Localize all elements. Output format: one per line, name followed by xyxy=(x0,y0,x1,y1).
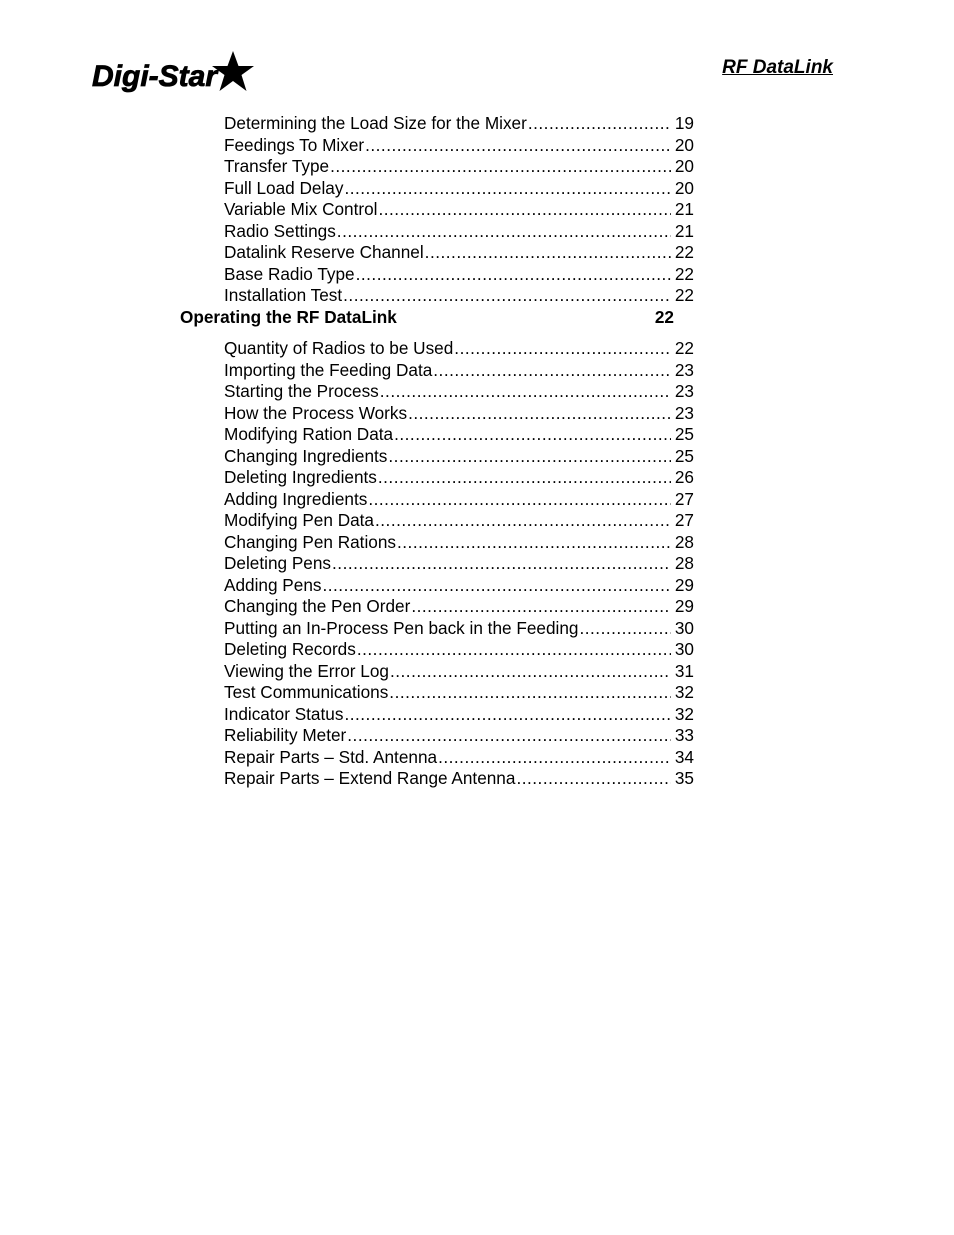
star-icon xyxy=(212,51,254,91)
toc-dot-leader xyxy=(425,241,671,263)
toc-entry-page-number: 25 xyxy=(674,445,694,466)
toc-dot-leader xyxy=(357,638,671,660)
toc-dot-leader xyxy=(433,359,671,381)
toc-entry-label: Datalink Reserve Channel xyxy=(224,242,424,262)
toc-dot-leader xyxy=(343,284,671,306)
toc-entry-page-number: 22 xyxy=(674,285,694,305)
toc-dot-leader xyxy=(438,746,671,768)
toc-dot-leader xyxy=(378,198,671,220)
toc-dot-leader xyxy=(347,724,671,746)
toc-entry[interactable] xyxy=(224,423,694,445)
toc-dot-leader xyxy=(337,220,671,242)
toc-entry-label: Radio Settings xyxy=(224,220,336,241)
toc-entry[interactable] xyxy=(224,284,694,306)
toc-entry[interactable] xyxy=(224,220,694,242)
toc-entry-page-number: 22 xyxy=(674,263,694,284)
toc-entry-label: Adding Pens xyxy=(224,574,322,595)
toc-entry[interactable] xyxy=(224,681,694,703)
toc-entry-page-number: 25 xyxy=(674,424,694,444)
toc-entry-label: Installation Test xyxy=(224,285,343,305)
toc-entry-label: Test Communications xyxy=(224,682,389,702)
toc-entry-label: Indicator Status xyxy=(224,703,344,724)
toc-dot-leader xyxy=(516,767,671,789)
toc-entry-page-number: 21 xyxy=(674,199,694,219)
toc-entry-label: Adding Ingredients xyxy=(224,488,368,509)
toc-dot-leader xyxy=(322,574,671,596)
toc-entry-label: Changing Pen Rations xyxy=(224,531,396,552)
toc-entry[interactable] xyxy=(224,466,694,488)
toc-entry-page-number: 28 xyxy=(674,553,694,573)
toc-entry-label: Starting the Process xyxy=(224,381,379,401)
logo-wordmark: Digi-Star xyxy=(92,60,218,93)
toc-dot-leader xyxy=(365,134,671,156)
toc-dot-leader xyxy=(454,337,671,359)
toc-dot-leader xyxy=(375,509,671,531)
toc-entry[interactable] xyxy=(224,134,694,156)
toc-dot-leader xyxy=(378,466,671,488)
toc-entry[interactable] xyxy=(224,552,694,574)
toc-entry-page-number: 32 xyxy=(674,703,694,724)
toc-entry-page-number: 23 xyxy=(674,359,694,380)
toc-entry-label: Deleting Pens xyxy=(224,553,332,573)
toc-entry-page-number: 29 xyxy=(674,574,694,595)
toc-dot-leader xyxy=(528,112,671,134)
toc-entry-label: How the Process Works xyxy=(224,402,408,423)
toc-entry-page-number: 27 xyxy=(674,510,694,530)
toc-entry-label: Deleting Records xyxy=(224,639,356,659)
toc-dot-leader xyxy=(368,488,671,510)
toc-entry-page-number: 21 xyxy=(674,220,694,241)
toc-entry-label: Base Radio Type xyxy=(224,263,355,284)
toc-entry[interactable] xyxy=(224,241,694,263)
toc-entry-page-number: 32 xyxy=(674,682,694,702)
toc-entry-page-number: 34 xyxy=(674,746,694,767)
toc-entry-page-number: 33 xyxy=(674,725,694,745)
toc-entry-page-number: 35 xyxy=(674,768,694,788)
toc-section-heading-label: Operating the RF DataLink xyxy=(180,307,397,327)
toc-entry[interactable] xyxy=(224,509,694,531)
digi-star-logo xyxy=(90,50,255,94)
toc-entry[interactable] xyxy=(224,488,694,510)
toc-entry-page-number: 20 xyxy=(674,134,694,155)
toc-dot-leader xyxy=(380,380,671,402)
toc-dot-leader xyxy=(390,660,671,682)
toc-entry[interactable] xyxy=(224,198,694,220)
toc-entry[interactable] xyxy=(224,402,694,424)
toc-entry-page-number: 20 xyxy=(674,177,694,198)
toc-dot-leader xyxy=(397,531,671,553)
toc-entry-label: Deleting Ingredients xyxy=(224,467,377,487)
toc-entry[interactable] xyxy=(224,359,694,381)
toc-entry[interactable] xyxy=(224,724,694,746)
toc-entry-page-number: 20 xyxy=(674,156,694,176)
toc-entry-page-number: 29 xyxy=(674,596,694,616)
toc-entry-label: Full Load Delay xyxy=(224,177,344,198)
toc-entry-label: Repair Parts – Std. Antenna xyxy=(224,746,438,767)
toc-dot-leader xyxy=(356,263,671,285)
toc-entry[interactable] xyxy=(224,574,694,596)
toc-dot-leader xyxy=(408,402,671,424)
toc-section-heading[interactable] xyxy=(180,306,674,328)
toc-entry[interactable] xyxy=(224,337,694,359)
toc-entry-label: Putting an In-Process Pen back in the Feeding xyxy=(224,617,579,638)
toc-entry-label: Importing the Feeding Data xyxy=(224,359,433,380)
toc-entry-label: Reliability Meter xyxy=(224,725,347,745)
toc-entry-label: Determining the Load Size for the Mixer xyxy=(224,113,527,133)
toc-entry-label: Quantity of Radios to be Used xyxy=(224,338,454,358)
toc-entry-label: Changing Ingredients xyxy=(224,445,388,466)
toc-entry[interactable] xyxy=(224,595,694,617)
toc-entry[interactable] xyxy=(224,617,694,639)
toc-dot-leader xyxy=(344,177,671,199)
toc-entry-label: Viewing the Error Log xyxy=(224,660,389,681)
toc-entry-page-number: 27 xyxy=(674,488,694,509)
toc-entry-label: Modifying Ration Data xyxy=(224,424,394,444)
toc-entry[interactable] xyxy=(224,155,694,177)
toc-dot-leader xyxy=(330,155,671,177)
toc-entry[interactable] xyxy=(224,177,694,199)
toc-entry-page-number: 23 xyxy=(674,402,694,423)
toc-entry-label: Variable Mix Control xyxy=(224,199,378,219)
toc-dot-leader xyxy=(344,703,671,725)
toc-entry[interactable] xyxy=(224,263,694,285)
toc-dot-leader xyxy=(389,681,671,703)
toc-entry-label: Modifying Pen Data xyxy=(224,510,374,530)
toc-entry-page-number: 22 xyxy=(674,338,694,358)
toc-entry[interactable] xyxy=(224,531,694,553)
toc-entry-label: Repair Parts – Extend Range Antenna xyxy=(224,768,516,788)
toc-dot-leader xyxy=(388,445,671,467)
toc-entry[interactable] xyxy=(224,638,694,660)
toc-entry[interactable] xyxy=(224,380,694,402)
toc-dot-leader xyxy=(411,595,671,617)
toc-entry[interactable] xyxy=(224,445,694,467)
toc-section-heading-page-number: 22 xyxy=(654,307,674,327)
toc-entry-label: Transfer Type xyxy=(224,156,330,176)
toc-entry-label: Changing the Pen Order xyxy=(224,596,411,616)
toc-entry-page-number: 30 xyxy=(674,639,694,659)
toc-entry-page-number: 31 xyxy=(674,660,694,681)
toc-entry-page-number: 28 xyxy=(674,531,694,552)
toc-entry-page-number: 19 xyxy=(674,113,694,133)
toc-entry-page-number: 23 xyxy=(674,381,694,401)
toc-entry[interactable] xyxy=(224,767,694,789)
toc-entry-page-number: 30 xyxy=(674,617,694,638)
toc-entry[interactable] xyxy=(224,660,694,682)
toc-entry-page-number: 26 xyxy=(674,467,694,487)
toc-dot-leader xyxy=(579,617,671,639)
toc-entry[interactable] xyxy=(224,703,694,725)
toc-entry-page-number: 22 xyxy=(674,242,694,262)
toc-entry[interactable] xyxy=(224,746,694,768)
toc-entry[interactable] xyxy=(224,112,694,134)
toc-dot-leader xyxy=(332,552,671,574)
toc-entry-label: Feedings To Mixer xyxy=(224,134,365,155)
toc-dot-leader xyxy=(394,423,671,445)
document-title: RF DataLink xyxy=(722,57,833,78)
